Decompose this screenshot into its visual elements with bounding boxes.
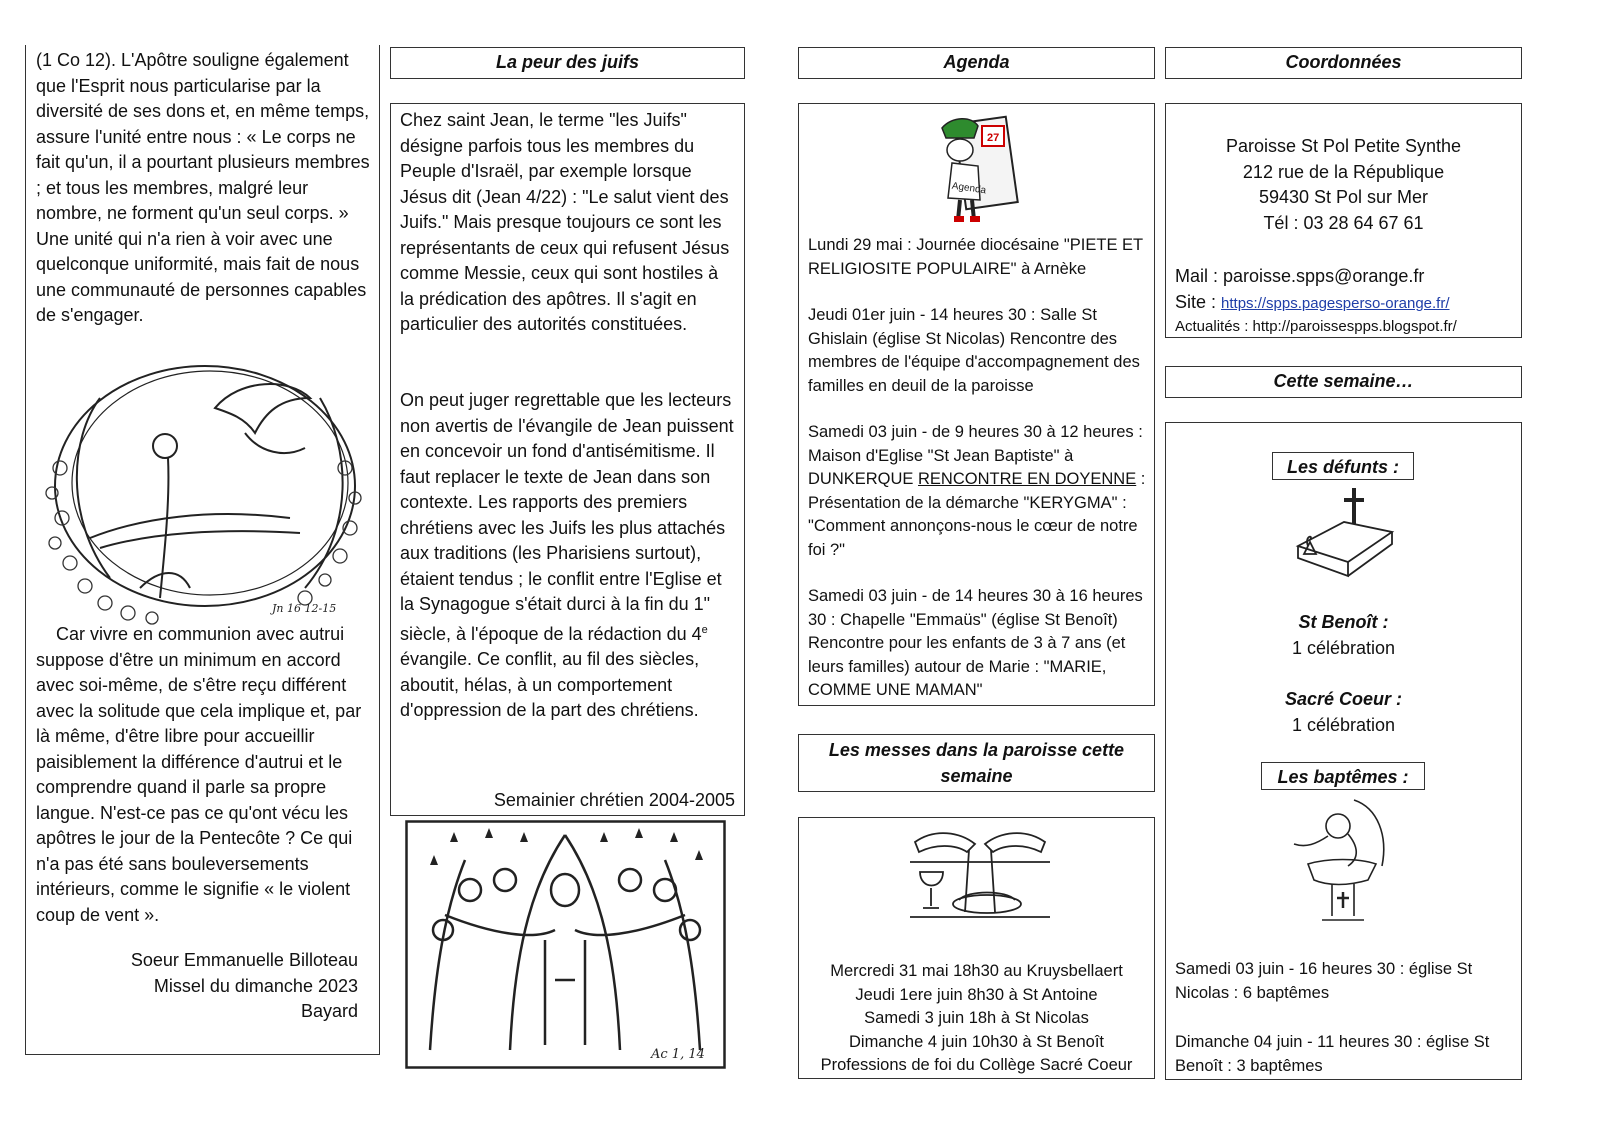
col2-paragraph-2a: On peut juger regrettable que les lecteurs non avertis de l'évangile de Jean puissent en concevoir un fond d'antisémitisme. Il faut replacer le texte de Jean dans son contexte. Les rapports des premiers chrétiens avec les Juifs les plus attachés aux traditions (les Pharisiens surtout), étaient tendus ; le conflit entre l'Eglise et la Synagogue s'était durci à la fin du 1" siècle, à l'époque de la rédaction du 4 [400,390,734,644]
col2-title: La peur des juifs [495,52,640,72]
apostles-drawing [405,820,727,1070]
week-title-box [1165,366,1522,398]
site-line [1175,290,1515,317]
grave-icon [1288,484,1400,582]
address-line-1: Paroisse St Pol Petite Synthe [1225,136,1462,156]
messe-1: Mercredi 31 mai 18h30 au Kruysbellaert [830,962,1123,980]
col1-paragraph-2 [36,622,370,928]
col2-title-box [390,47,745,79]
agenda-title: Agenda [943,52,1010,72]
coord-title-box [1165,47,1522,79]
agenda-event-3-pre: Samedi 03 juin - de 9 heures 30 à 12 heures : Maison d'Eglise "St Jean Baptiste" à DUNKERQUE [808,423,1143,488]
signature-author: Soeur Emmanuelle Billoteau [130,950,358,970]
sacre-coeur-label: Sacré Coeur : [1284,689,1403,709]
messe-3: Samedi 3 juin 18h à St Nicolas [864,1009,1089,1027]
site-label: Site : [1175,292,1222,312]
benoit-label: St Benoît : [1298,612,1389,632]
col2-paragraph-1: Chez saint Jean, le terme "les Juifs" désigne parfois tous les membres du Peuple d'Israël, par exemple lorsque Jésus dit (Jean 4/22) : "Le salut vient des Juifs." Mais presque toujours ce sont les représentants de ceux qui refusent Jésus comme Messie, ceux qui sont hostiles à la prédication des apôtres. Il s'agit en particulier des autorités constituées. [400,110,730,334]
col2-paragraph-2b: évangile. Ce conflit, au fil des siècles, aboutit, hélas, à un comportement d'oppression de la part des chrétiens. [400,649,700,720]
agenda-event-3 [808,421,1148,562]
agenda-event-2: Jeudi 01er juin - 14 heures 30 : Salle St Ghislain (église St Nicolas) Rencontre des membres de l'équipe d'accompagnement des familles en deuil de la paroisse [808,306,1140,395]
agenda-event-4: Samedi 03 juin - de 14 heures 30 à 16 heures 30 : Chapelle "Emmaüs" (église St Benoît) Rencontre pour les enfants de 3 à 7 ans (et leurs familles) autour de Marie : "MARIE, COMME UNE MAMAN" [808,587,1143,699]
baptism-icon [1288,796,1398,934]
col2-drawing-caption: Ac 1, 14 [651,1047,705,1062]
agenda-icon-label: Agenda [951,180,987,197]
agenda-calendar-icon [930,108,1030,230]
address-phone: Tél : 03 28 64 67 61 [1263,212,1424,233]
address-line-2: 212 rue de la République [1242,161,1445,182]
col2-paragraph-2 [400,388,735,724]
messes-title: Les messes dans la paroisse cette semaine [828,740,1125,786]
signature-publisher: Bayard [300,1001,358,1021]
week-title: Cette semaine… [1273,371,1414,391]
site-link[interactable]: https://spps.pagesperso-orange.fr/ [1221,295,1450,312]
address-line-3: 59430 St Pol sur Mer [1258,187,1429,207]
messe-4: Dimanche 4 juin 10h30 à St Benoît [848,1032,1104,1051]
bapteme-1: Samedi 03 juin - 16 heures 30 : église St Nicolas : 6 baptêmes [1175,960,1473,1002]
messe-5: Professions de foi du Collège Sacré Coeur [820,1056,1133,1074]
messes-list [808,960,1145,1078]
agenda-icon-day: 27 [987,132,1000,144]
messe-2: Jeudi 1ere juin 8h30 à St Antoine [855,985,1098,1004]
messes-title-box [798,734,1155,792]
agenda-events [808,234,1148,703]
address-block [1175,134,1512,236]
col1-paragraph-2-text: Car vivre en communion avec autrui suppose d'être un minimum en accord avec soi-même, de s'être reçu différent avec la solitude que cela implique et, par là même, d'être libre pour accueillir paisiblement la différence d'autrui et le comprendre quand il parle sa propre langue. N'est-ce pas ce qu'ont vécu les apôtres le jour de la Pentecôte ? Ce qui n'a pas été sans bouleversements intérieurs, comme le signifie « le violent coup de vent ». [36,624,362,925]
bapteme-2: Dimanche 04 juin - 11 heures 30 : église St Benoît : 3 baptêmes [1175,1033,1490,1075]
mail-line: Mail : paroisse.spps@orange.fr [1175,266,1425,286]
col2-source: Semainier chrétien 2004-2005 [493,790,735,810]
agenda-event-1: Lundi 29 mai : Journée diocésaine "PIETE ET RELIGIOSITE POPULAIRE" à Arnèke [808,236,1143,278]
col1-paragraph-1: (1 Co 12). L'Apôtre souligne également que l'Esprit nous particularise par la diversité de ses dons et, en même temps, assure l'unité entre nous : « Le corps ne fait qu'un, il a pourtant plusieurs membres ; et tous les membres, malgré leur nombre, ne forment qu'un seul corps. » Une unité qui n'a rien à voir avec une quelconque uniformité, mais fait de nous une communauté de personnes capables de s'engager. [36,50,370,325]
col1-drawing-caption: Jn 16 12-15 [272,602,337,615]
news-line: Actualités : http://paroissespps.blogspot.fr/ [1175,318,1457,335]
baptemes-label: Les baptêmes : [1261,762,1425,790]
signature-book: Missel du dimanche 2023 [153,975,358,996]
benoit-count: 1 célébration [1291,637,1396,658]
pentecost-spirit-drawing [40,358,370,636]
baptemes-list [1175,958,1515,1078]
coord-title: Coordonnées [1285,52,1402,72]
agenda-title-box [798,47,1155,79]
eucharist-icon [905,822,1055,932]
benoit-block [1175,610,1512,738]
agenda-event-3-post: : Présentation de la démarche "KERYGMA" : "Comment annonçons-nous le cœur de notre foi ?" [808,470,1146,559]
agenda-event-3-underlined: RENCONTRE EN DOYENNE [918,470,1137,488]
sacre-coeur-count: 1 célébration [1291,714,1396,735]
defunts-label: Les défunts : [1272,452,1414,480]
col1-signature [36,948,358,1025]
col2-superscript: e [701,623,708,636]
